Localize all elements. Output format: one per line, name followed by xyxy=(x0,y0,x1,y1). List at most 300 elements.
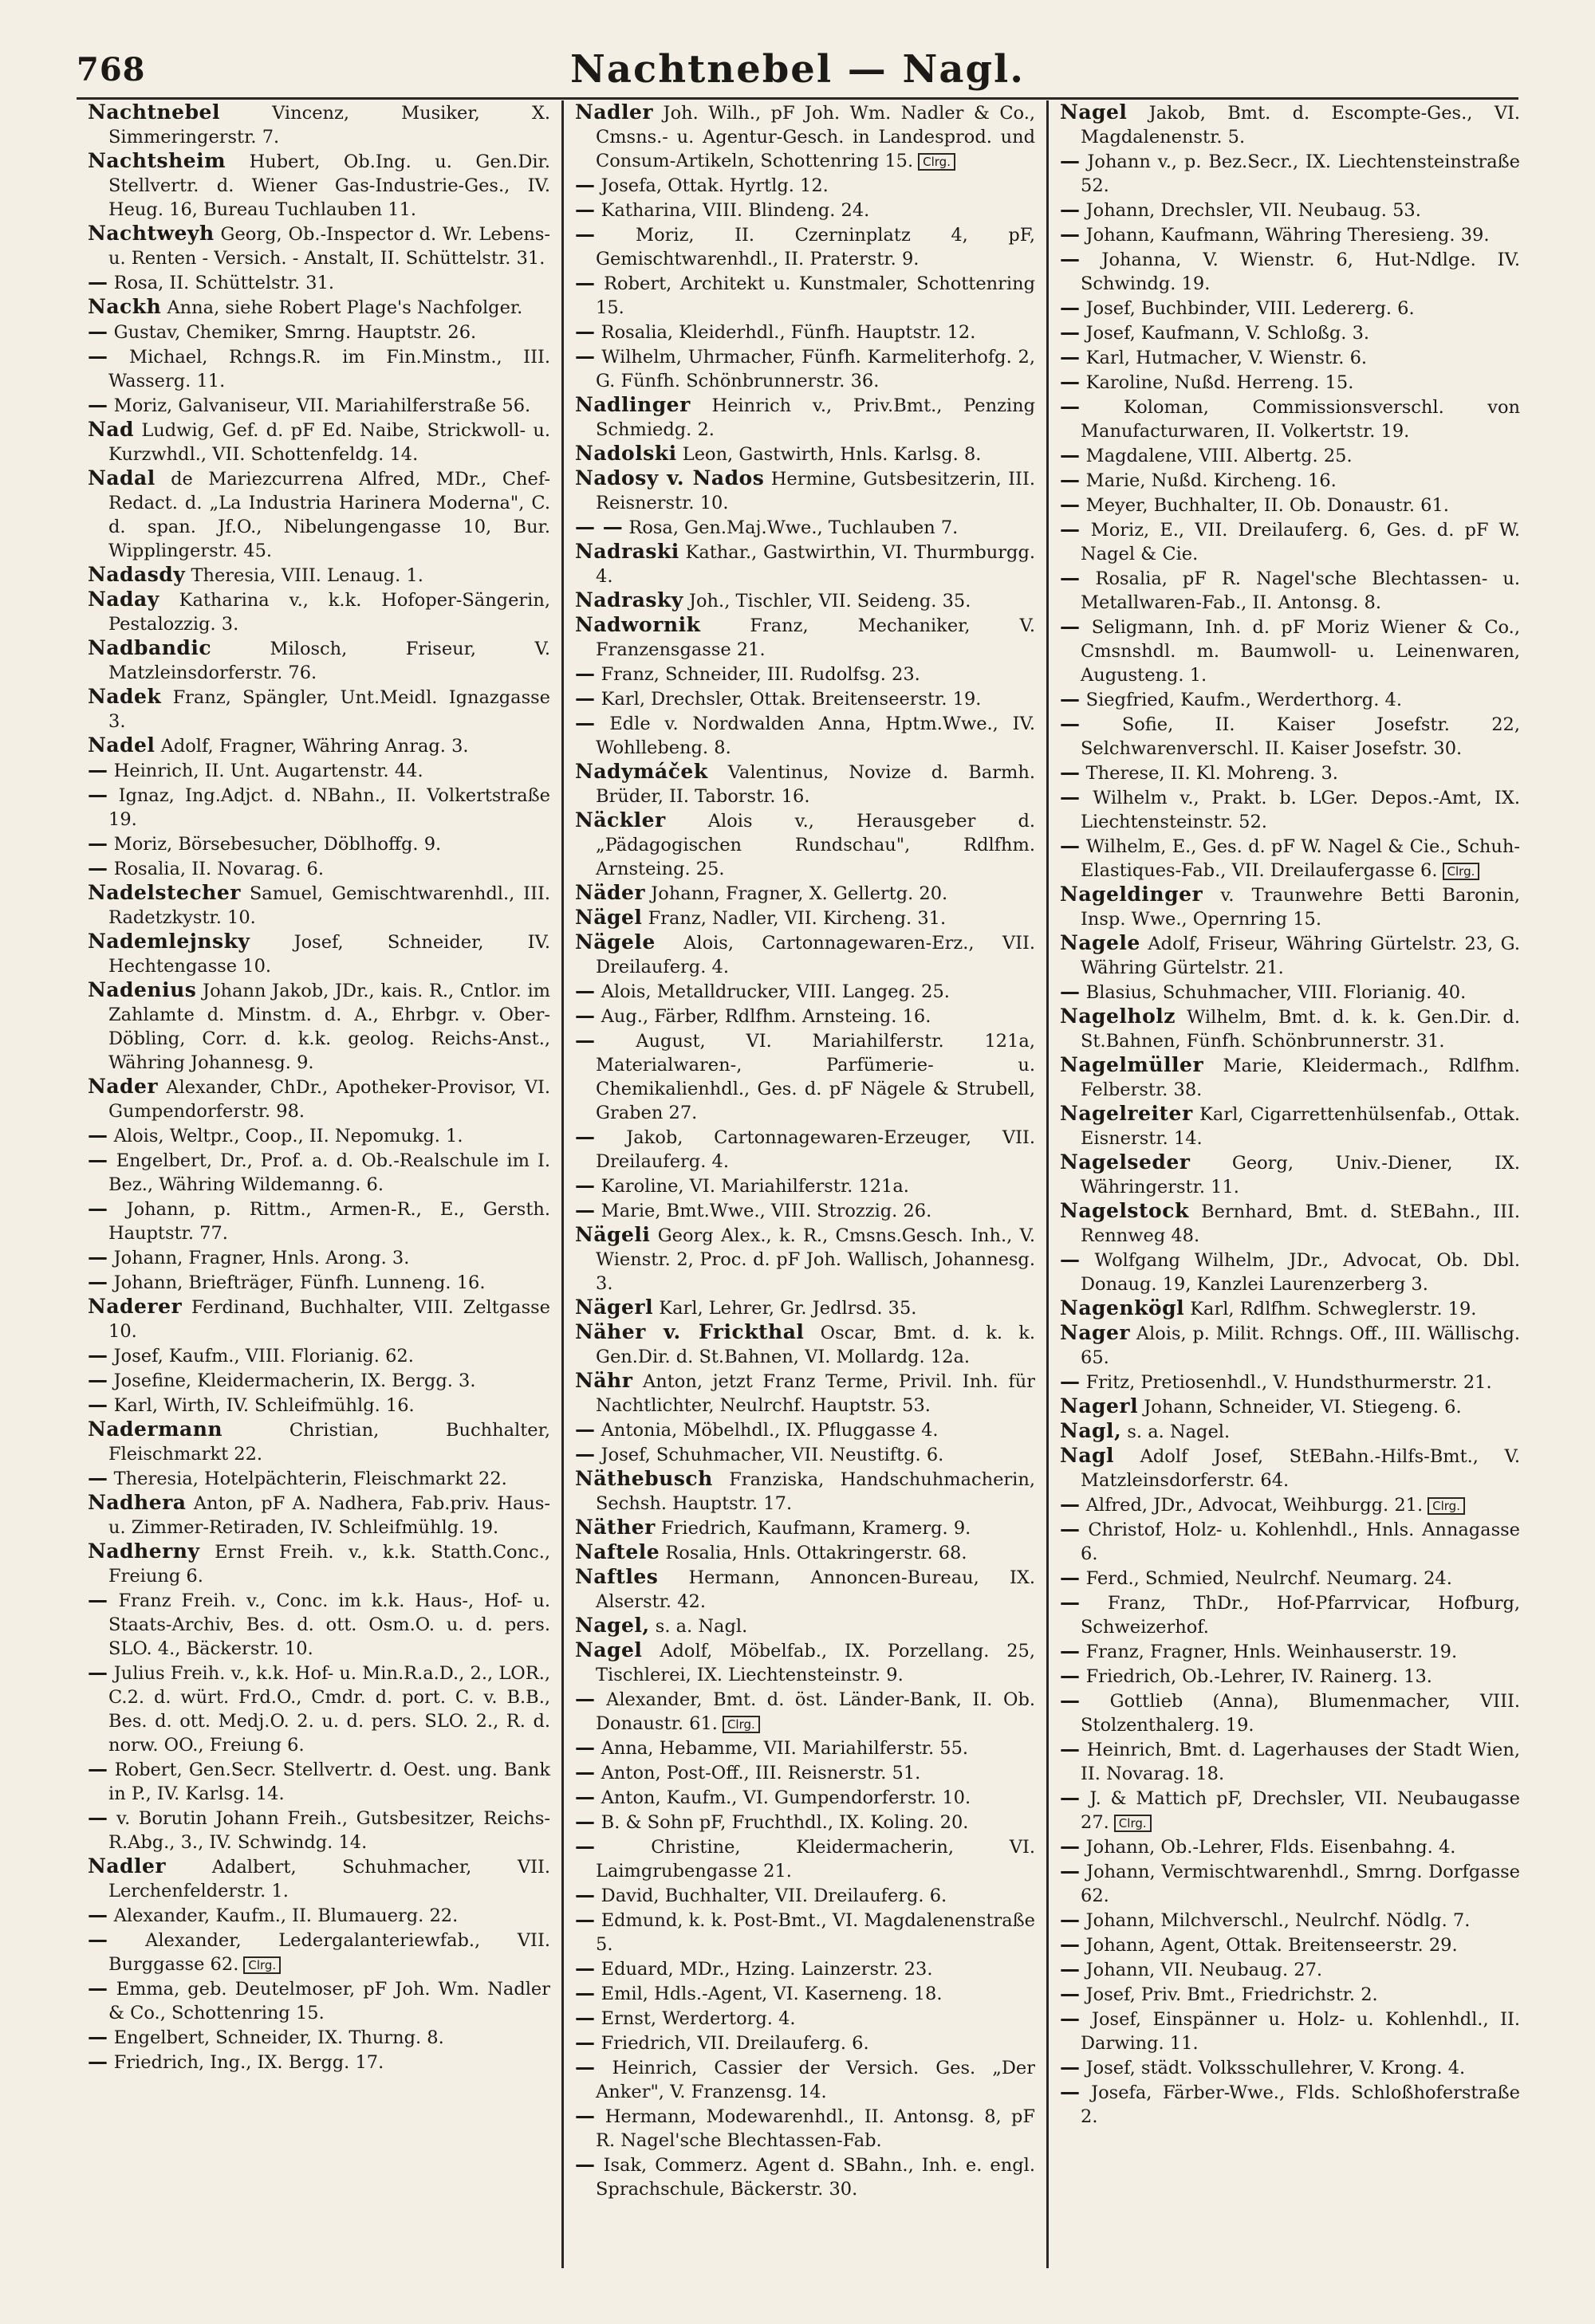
directory-entry xyxy=(1060,1908,1520,1933)
entry-name: Nagele xyxy=(1060,931,1140,954)
entry-text: Heinrich, Bmt. d. Lagerhauses der Stadt Wien, II. Novarag. 18. xyxy=(1081,1740,1520,1784)
entry-text: Johann, Schneider, VI. Stiegeng. 6. xyxy=(1144,1397,1462,1418)
directory-entry xyxy=(575,320,1035,344)
entry-text: s. a. Nagel. xyxy=(1127,1422,1231,1442)
entry-text: Alexander, Bmt. d. öst. Länder-Bank, II. Ob. Donaustr. 61. xyxy=(596,1689,1036,1734)
entry-name: — xyxy=(575,979,596,1002)
entry-text: Oscar, Bmt. d. k. k. Gen.Dir. d. St.Bahnen, VI. Mollardg. 12a. xyxy=(596,1323,1035,1367)
entry-text: Johann Jakob, JDr., kais. R., Cntlor. im Zahlamte d. Minstm. d. A., Ehrbgr. v. Ober-Döbling, Corr. d. k.k. geolog. Reichs-Anst., Währing Johannesg. 9. xyxy=(108,981,550,1073)
directory-entry xyxy=(1060,1933,1520,1957)
entry-name: — xyxy=(88,1928,108,1951)
entry-name: Nagl xyxy=(1060,1444,1115,1467)
entry-text: Johann, Ob.-Lehrer, Flds. Eisenbahng. 4. xyxy=(1085,1837,1456,1858)
entry-name: — xyxy=(88,1976,108,2000)
entry-text: Alois, Weltpr., Coop., II. Nepomukg. 1. xyxy=(113,1126,463,1146)
entry-name: Nachtsheim xyxy=(88,149,226,172)
entry-text: Heinrich, Cassier der Versich. Ges. „Der Anker", V. Franzensg. 14. xyxy=(596,2058,1036,2102)
directory-entry xyxy=(88,1245,550,1270)
entry-name: — xyxy=(88,2050,108,2073)
directory-entry xyxy=(1060,1053,1520,1102)
column-right xyxy=(1046,100,1531,2268)
entry-text: Karl, Wirth, IV. Schleifmühlg. 16. xyxy=(113,1395,415,1416)
entry-text: Josef, Kaufm., VIII. Florianig. 62. xyxy=(113,1346,414,1366)
entry-name: — xyxy=(88,1245,108,1268)
entry-text: Meyer, Buchhalter, II. Ob. Donaustr. 61. xyxy=(1085,495,1449,516)
entry-name: — xyxy=(1060,785,1081,808)
entry-text: Franz, Fragner, Hnls. Weinhauserstr. 19. xyxy=(1085,1642,1458,1662)
directory-entry xyxy=(88,1854,550,1903)
entry-text: Alois, Cartonnagewaren-Erz., VII. Dreilauferg. 4. xyxy=(596,933,1035,977)
entry-text: Rosalia, Kleiderhdl., Fünfh. Hauptstr. 12. xyxy=(601,322,976,343)
entry-name: — xyxy=(575,1834,596,1858)
entry-text: Josefa, Ottak. Hyrtlg. 12. xyxy=(601,175,829,196)
entry-text: Koloman, Commissionsverschl. von Manufacturwaren, II. Volkertstr. 19. xyxy=(1081,397,1520,442)
directory-entry xyxy=(1060,1689,1520,1737)
directory-entry xyxy=(575,1223,1035,1296)
directory-entry xyxy=(575,442,1035,466)
directory-entry xyxy=(575,1442,1035,1467)
entry-name: — xyxy=(1060,687,1081,710)
directory-entry xyxy=(575,662,1035,686)
entry-name: — xyxy=(1060,296,1081,319)
entry-text: Jakob, Cartonnagewaren-Erzeuger, VII. Dreilauferg. 4. xyxy=(596,1127,1035,1172)
entry-text: Leon, Gastwirth, Hnls. Karlsg. 8. xyxy=(682,444,982,465)
page-header xyxy=(77,41,1518,100)
entry-name: Naderer xyxy=(88,1295,183,1318)
entry-name: — xyxy=(1060,1957,1081,1980)
entry-text: Anton, pF A. Nadhera, Fab.priv. Haus- u. Zimmer-Retiraden, IV. Schleifmühlg. 19. xyxy=(108,1493,550,1538)
entry-text: Anton, Post-Off., III. Reisnerstr. 51. xyxy=(601,1763,921,1783)
entry-text: Josefine, Kleidermacherin, IX. Bergg. 3. xyxy=(113,1370,476,1391)
directory-entry xyxy=(88,1148,550,1197)
entry-name: — xyxy=(88,783,108,806)
entry-text: Christine, Kleidermacherin, VI. Laimgrubengasse 21. xyxy=(596,1837,1035,1882)
entry-name: Nachtnebel xyxy=(88,100,220,124)
entry-name: — xyxy=(575,2153,596,2176)
entry-name: Näckler xyxy=(575,808,666,832)
entry-text: s. a. Nagl. xyxy=(655,1616,748,1637)
directory-entry xyxy=(88,1343,550,1368)
entry-name: Nageldinger xyxy=(1060,883,1203,906)
directory-entry xyxy=(88,466,550,563)
directory-columns xyxy=(77,100,1531,2268)
directory-entry xyxy=(88,1757,550,1806)
entry-name: Nagel xyxy=(1060,100,1128,124)
entry-text: Friedrich, Ing., IX. Bergg. 17. xyxy=(113,2052,384,2073)
entry-text: Anton, jetzt Franz Terme, Privil. Inh. für Nachtlichter, Neulrchf. Hauptstr. 53. xyxy=(596,1371,1035,1416)
clearing-stamp: Clrg. xyxy=(1428,1497,1465,1515)
entry-name: — xyxy=(1060,834,1081,857)
entry-name: — xyxy=(1060,395,1081,418)
directory-entry xyxy=(88,222,550,270)
entry-text: Heinrich, II. Unt. Augartenstr. 44. xyxy=(113,761,423,781)
entry-text: Friedrich, Ob.-Lehrer, IV. Rainerg. 13. xyxy=(1085,1666,1432,1687)
directory-entry xyxy=(575,1320,1035,1369)
entry-name: — xyxy=(1060,222,1081,246)
directory-entry xyxy=(575,271,1035,320)
entry-text: Karoline, Nußd. Herreng. 15. xyxy=(1085,372,1354,393)
directory-entry xyxy=(575,198,1035,222)
directory-entry xyxy=(575,1760,1035,1785)
directory-entry xyxy=(575,760,1035,808)
directory-entry xyxy=(575,711,1035,760)
entry-name: — xyxy=(88,1123,108,1146)
entry-text: Valentinus, Novize d. Barmh. Brüder, II. Taborstr. 16. xyxy=(596,762,1035,807)
entry-name: — xyxy=(1060,247,1081,270)
entry-text: Johann, Kaufmann, Währing Theresieng. 39. xyxy=(1085,225,1490,246)
directory-entry xyxy=(1060,1199,1520,1248)
directory-entry xyxy=(88,1540,550,1588)
entry-text: Therese, II. Kl. Mohreng. 3. xyxy=(1085,763,1338,784)
column-middle xyxy=(561,100,1046,2268)
entry-name: — xyxy=(1060,1370,1081,1393)
entry-text: Anna, Hebamme, VII. Mariahilferstr. 55. xyxy=(601,1738,969,1759)
directory-entry xyxy=(88,1661,550,1757)
entry-text: Wilhelm, Bmt. d. k. k. Gen.Dir. d. St.Bahnen, Fünfh. Schönbrunnerstr. 31. xyxy=(1081,1007,1520,1052)
entry-name: Nadek xyxy=(88,685,162,708)
entry-text: Moriz, Galvaniseur, VII. Mariahilferstraße 56. xyxy=(113,395,531,416)
directory-entry xyxy=(1060,468,1520,493)
entry-name: — xyxy=(88,270,108,293)
entry-text: Marie, Bmt.Wwe., VIII. Strozzig. 26. xyxy=(601,1201,932,1221)
entry-name: Nademlejnsky xyxy=(88,930,250,953)
entry-text: Engelbert, Dr., Prof. a. d. Ob.-Realschule im I. Bez., Währing Wildemanng. 6. xyxy=(108,1150,550,1195)
directory-entry xyxy=(88,2025,550,2050)
entry-name: Nagenkögl xyxy=(1060,1296,1185,1319)
entry-text: Josef, städt. Volksschullehrer, V. Krong. 4. xyxy=(1085,2058,1466,2078)
entry-name: — xyxy=(1060,761,1081,784)
directory-entry xyxy=(88,588,550,636)
entry-name: — xyxy=(1060,566,1081,589)
entry-text: v. Borutin Johann Freih., Gutsbesitzer, Reichs-R.Abg., 3., IV. Schwindg. 14. xyxy=(108,1808,550,1853)
entry-text: Wilhelm, Uhrmacher, Fünfh. Karmeliterhofg. 2, G. Fünfh. Schönbrunnerstr. 36. xyxy=(596,347,1035,391)
entry-text: Josefa, Färber-Wwe., Flds. Schloßhoferstraße 2. xyxy=(1081,2082,1520,2127)
directory-entry xyxy=(575,2031,1035,2055)
directory-entry xyxy=(88,783,550,832)
entry-text: Karoline, VI. Mariahilferstr. 121a. xyxy=(601,1176,909,1197)
entry-text: Alexander, Kaufm., II. Blumauerg. 22. xyxy=(113,1905,459,1926)
entry-name: Nadraski xyxy=(575,540,679,563)
entry-text: Ludwig, Gef. d. pF Ed. Naibe, Strickwoll- u. Kurzwhdl., VII. Schottenfeldg. 14. xyxy=(108,420,550,465)
directory-entry xyxy=(1060,1639,1520,1664)
entry-name: — xyxy=(575,1125,596,1148)
directory-entry xyxy=(88,1466,550,1491)
entry-name: Naday xyxy=(88,588,160,611)
entry-name: — xyxy=(575,1174,596,1197)
entry-name: Nagl, xyxy=(1060,1419,1122,1442)
directory-entry xyxy=(575,1467,1035,1516)
entry-name: — xyxy=(1060,149,1081,172)
entry-text: Georg Alex., k. R., Cmsns.Gesch. Inh., V. Wienstr. 2, Proc. d. pF Joh. Wallisch, Johannesg. 3. xyxy=(596,1225,1036,1294)
directory-entry xyxy=(1060,980,1520,1005)
directory-entry xyxy=(1060,2080,1520,2129)
entry-name: — — xyxy=(575,515,624,538)
directory-entry xyxy=(575,1908,1035,1956)
entry-name: — xyxy=(575,1810,596,1833)
directory-entry xyxy=(88,100,550,149)
entry-text: Franz, Nadler, VII. Kircheng. 31. xyxy=(648,908,947,929)
entry-text: Marie, Nußd. Kircheng. 16. xyxy=(1085,470,1337,491)
entry-text: Franz, Spängler, Unt.Meidl. Ignazgasse 3. xyxy=(108,687,550,732)
entry-text: Johann, p. Rittm., Armen-R., E., Gersth. Hauptstr. 77. xyxy=(108,1199,551,1244)
entry-name: Nadel xyxy=(88,733,156,757)
directory-entry xyxy=(88,1806,550,1854)
entry-name: — xyxy=(575,173,596,196)
entry-text: Ignaz, Ing.Adjct. d. NBahn., II. Volkertstraße 19. xyxy=(108,785,550,830)
directory-entry xyxy=(1060,1566,1520,1591)
entry-text: Johann, Briefträger, Fünfh. Lunneng. 16. xyxy=(113,1272,486,1293)
entry-name: Nadasdy xyxy=(88,563,186,586)
entry-name: — xyxy=(1060,320,1081,344)
column-left xyxy=(77,100,561,2268)
directory-entry xyxy=(1060,222,1520,247)
directory-entry xyxy=(575,1565,1035,1614)
entry-text: Alois, Metalldrucker, VIII. Langeg. 25. xyxy=(601,981,950,1002)
entry-name: Nadbandic xyxy=(88,636,212,659)
directory-entry xyxy=(88,1197,550,1245)
entry-text: Isak, Commerz. Agent d. SBahn., Inh. e. engl. Sprachschule, Bäckerstr. 30. xyxy=(596,2155,1035,2200)
entry-text: Josef, Einspänner u. Holz- u. Kohlenhdl., II. Darwing. 11. xyxy=(1081,2009,1520,2054)
entry-text: Alexander, ChDr., Apotheker-Provisor, VI. Gumpendorferstr. 98. xyxy=(108,1077,550,1122)
entry-name: — xyxy=(1060,1492,1081,1516)
entry-name: — xyxy=(1060,1786,1081,1809)
directory-entry xyxy=(88,149,550,222)
entry-text: Alexander, Ledergalanteriewfab., VII. Burggasse 62. xyxy=(108,1930,550,1975)
directory-entry xyxy=(1060,1786,1520,1834)
directory-entry xyxy=(575,466,1035,515)
entry-name: — xyxy=(88,344,108,368)
entry-name: — xyxy=(1060,980,1081,1003)
entry-name: — xyxy=(575,2104,596,2127)
directory-entry xyxy=(88,393,550,418)
entry-text: Joh. Wilh., pF Joh. Wm. Nadler & Co., Cmsns.- u. Agentur-Gesch. in Landesprod. und Consum-Artikeln, Schottenring 15. xyxy=(596,103,1036,171)
entry-text: Franziska, Handschuhmacherin, Sechsh. Hauptstr. 17. xyxy=(596,1469,1035,1514)
entry-name: — xyxy=(88,1148,108,1171)
directory-entry xyxy=(1060,1834,1520,1859)
entry-name: Nad xyxy=(88,418,135,441)
entry-text: Wilhelm, E., Ges. d. pF W. Nagel & Cie., Schuh-Elastiques-Fab., VII. Dreilaufergasse 6. xyxy=(1081,836,1520,881)
directory-entry xyxy=(1060,615,1520,687)
entry-name: — xyxy=(88,1197,108,1220)
entry-name: — xyxy=(88,1270,108,1293)
entry-text: Engelbert, Schneider, IX. Thurng. 8. xyxy=(113,2027,444,2048)
entry-name: Nadenius xyxy=(88,978,197,1001)
entry-text: Rosalia, II. Novarag. 6. xyxy=(113,859,324,879)
clearing-stamp: Clrg. xyxy=(243,1956,281,1974)
clearing-stamp: Clrg. xyxy=(723,1716,760,1733)
entry-name: — xyxy=(575,1198,596,1221)
clearing-stamp: Clrg. xyxy=(1443,863,1480,880)
entry-name: — xyxy=(575,711,596,734)
directory-entry xyxy=(575,1516,1035,1540)
directory-entry xyxy=(1060,1370,1520,1394)
entry-name: — xyxy=(88,320,108,343)
entry-text: Jakob, Bmt. d. Escompte-Ges., VI. Magdalenenstr. 5. xyxy=(1081,103,1520,147)
entry-name: Nagel xyxy=(575,1638,643,1661)
directory-entry xyxy=(1060,687,1520,712)
entry-text: Franz, Schneider, III. Rudolfsg. 23. xyxy=(601,664,920,685)
entry-name: — xyxy=(88,1466,108,1489)
entry-name: Nagelseder xyxy=(1060,1150,1191,1174)
entry-name: Näthebusch xyxy=(575,1467,713,1490)
clearing-stamp: Clrg. xyxy=(1114,1815,1152,1832)
entry-name: — xyxy=(88,856,108,879)
entry-name: — xyxy=(1060,1639,1081,1662)
entry-text: Moriz, E., VII. Dreilauferg. 6, Ges. d. pF W. Nagel & Cie. xyxy=(1081,520,1520,564)
directory-entry xyxy=(88,881,550,930)
directory-entry xyxy=(1060,566,1520,615)
entry-text: Theresia, VIII. Lenaug. 1. xyxy=(191,565,423,586)
directory-entry xyxy=(575,588,1035,613)
entry-text: Edle v. Nordwalden Anna, Hptm.Wwe., IV. Wohllebeng. 8. xyxy=(596,714,1035,758)
entry-name: — xyxy=(1060,1859,1081,1882)
entry-text: Anton, Kaufm., VI. Gumpendorferstr. 10. xyxy=(601,1787,971,1808)
directory-entry xyxy=(1060,149,1520,198)
entry-text: Franz, ThDr., Hof-Pfarrvicar, Hofburg, Schweizerhof. xyxy=(1081,1593,1521,1638)
entry-text: Marie, Kleidermach., Rdlfhm. Felberstr. 38. xyxy=(1081,1056,1520,1100)
directory-entry xyxy=(1060,1005,1520,1053)
entry-name: Näder xyxy=(575,881,646,904)
entry-name: — xyxy=(1060,1982,1081,2005)
entry-text: Heinrich v., Priv.Bmt., Penzing Schmiedg. 2. xyxy=(596,395,1035,440)
entry-name: — xyxy=(575,198,596,221)
directory-entry xyxy=(1060,1248,1520,1296)
entry-name: — xyxy=(1060,1566,1081,1589)
entry-text: Gottlieb (Anna), Blumenmacher, VIII. Stolzenthalerg. 19. xyxy=(1081,1691,1521,1736)
directory-entry xyxy=(1060,100,1520,149)
directory-entry xyxy=(575,2104,1035,2153)
directory-entry xyxy=(88,1075,550,1123)
directory-entry xyxy=(88,418,550,466)
running-head: Nachtnebel — Nagl. xyxy=(570,47,1025,92)
directory-entry xyxy=(575,344,1035,393)
entry-name: — xyxy=(575,1956,596,1980)
directory-entry xyxy=(575,173,1035,198)
entry-text: Antonia, Möbelhdl., IX. Pfluggasse 4. xyxy=(601,1420,939,1441)
entry-text: Hubert, Ob.Ing. u. Gen.Dir. Stellvertr. d. Wiener Gas-Industrie-Ges., IV. Heug. 16, Bureau Tuchlauben 11. xyxy=(108,151,550,220)
entry-name: — xyxy=(575,271,596,294)
entry-name: Naftele xyxy=(575,1540,660,1563)
entry-name: — xyxy=(575,1004,596,1027)
entry-name: — xyxy=(575,1883,596,1906)
entry-name: — xyxy=(88,1903,108,1926)
entry-name: — xyxy=(575,1785,596,1808)
entry-text: Hermann, Annoncen-Bureau, IX. Alserstr. 42. xyxy=(596,1567,1036,1612)
entry-text: Christof, Holz- u. Kohlenhdl., Hnls. Annagasse 6. xyxy=(1081,1520,1520,1564)
entry-text: Anna, siehe Robert Plage's Nachfolger. xyxy=(167,297,523,318)
entry-text: Georg, Ob.-Inspector d. Wr. Lebens- u. Renten - Versich. - Anstalt, II. Schüttelstr. 31. xyxy=(108,224,550,269)
directory-entry xyxy=(575,222,1035,271)
directory-entry xyxy=(88,2050,550,2074)
entry-name: Näher v. Frickthal xyxy=(575,1320,805,1343)
entry-name: — xyxy=(575,222,596,246)
directory-entry xyxy=(575,1004,1035,1028)
directory-entry xyxy=(1060,785,1520,834)
entry-name: — xyxy=(575,344,596,368)
directory-entry xyxy=(1060,1321,1520,1370)
entry-text: Moriz, Börsebesucher, Döblhoffg. 9. xyxy=(113,834,442,855)
directory-entry xyxy=(88,270,550,295)
entry-name: Nagelholz xyxy=(1060,1005,1176,1028)
entry-text: Johann, VII. Neubaug. 27. xyxy=(1085,1960,1323,1980)
entry-name: Nader xyxy=(88,1075,159,1098)
entry-text: Milosch, Friseur, V. Matzleinsdorferstr. 76. xyxy=(108,639,550,683)
directory-entry xyxy=(88,733,550,758)
directory-entry xyxy=(575,930,1035,979)
directory-entry xyxy=(575,1981,1035,2006)
directory-entry xyxy=(1060,1150,1520,1199)
directory-entry xyxy=(88,1295,550,1343)
directory-entry xyxy=(1060,517,1520,566)
directory-entry xyxy=(575,1198,1035,1223)
entry-text: Johann, Drechsler, VII. Neubaug. 53. xyxy=(1085,200,1421,221)
directory-entry xyxy=(1060,370,1520,395)
entry-name: — xyxy=(88,1757,108,1780)
directory-entry xyxy=(1060,1982,1520,2007)
directory-entry xyxy=(88,1393,550,1418)
entry-text: Johann, Vermischtwarenhdl., Smrng. Dorfgasse 62. xyxy=(1081,1862,1520,1906)
entry-name: Nagelstock xyxy=(1060,1199,1189,1222)
entry-name: — xyxy=(1060,2080,1081,2103)
entry-name: — xyxy=(575,320,596,343)
directory-entry xyxy=(575,1785,1035,1810)
entry-name: — xyxy=(88,1368,108,1391)
directory-entry xyxy=(575,1125,1035,1174)
entry-name: — xyxy=(1060,1933,1081,1956)
entry-text: Josef, Kaufmann, V. Schloßg. 3. xyxy=(1085,323,1370,344)
entry-name: Nähr xyxy=(575,1369,633,1392)
directory-entry xyxy=(575,1614,1035,1638)
directory-entry xyxy=(1060,296,1520,320)
entry-text: Georg, Univ.-Diener, IX. Währingerstr. 11. xyxy=(1081,1153,1520,1197)
directory-entry xyxy=(88,563,550,588)
entry-text: Moriz, II. Czerninplatz 4, pF, Gemischtwarenhdl., II. Praterstr. 9. xyxy=(596,225,1036,269)
entry-text: Ernst Freih. v., k.k. Statth.Conc., Freiung 6. xyxy=(108,1542,550,1587)
entry-text: Karl, Drechsler, Ottak. Breitenseerstr. 19. xyxy=(601,689,982,710)
entry-name: Nagerl xyxy=(1060,1394,1139,1418)
directory-entry xyxy=(1060,883,1520,931)
entry-name: — xyxy=(575,1981,596,2004)
entry-name: — xyxy=(1060,2055,1081,2078)
directory-entry xyxy=(1060,1444,1520,1492)
entry-text: Johann, Agent, Ottak. Breitenseerstr. 29. xyxy=(1085,1935,1458,1956)
entry-name: Nadosy v. Nados xyxy=(575,466,765,490)
entry-text: Karl, Hutmacher, V. Wienstr. 6. xyxy=(1085,348,1368,368)
entry-text: Siegfried, Kaufm., Werderthorg. 4. xyxy=(1085,690,1402,710)
entry-name: — xyxy=(575,1442,596,1465)
entry-text: Bernhard, Bmt. d. StEBahn., III. Rennweg 48. xyxy=(1081,1201,1520,1246)
directory-entry xyxy=(575,1540,1035,1565)
entry-name: — xyxy=(1060,1591,1081,1614)
entry-text: Johann v., p. Bez.Secr., IX. Liechtensteinstraße 52. xyxy=(1081,151,1520,196)
directory-entry xyxy=(575,1956,1035,1981)
directory-entry xyxy=(575,1736,1035,1760)
entry-name: Nagelmüller xyxy=(1060,1053,1204,1076)
entry-text: Julius Freih. v., k.k. Hof- u. Min.R.a.D., 2., LOR., C.2. d. würt. Frd.O., Cmdr. d. port. C. v. B.B., Bes. d. ott. Medj.O. 2. u. d. pers. SLO. 2., R. d. norw. OO., Freiung 6. xyxy=(108,1663,551,1756)
directory-entry xyxy=(88,978,550,1075)
entry-name: — xyxy=(1060,1908,1081,1931)
directory-entry xyxy=(1060,1419,1520,1444)
entry-text: Joh., Tischler, VII. Seideng. 35. xyxy=(688,591,971,611)
directory-entry xyxy=(1060,320,1520,345)
directory-entry xyxy=(575,1638,1035,1687)
entry-text: Eduard, MDr., Hzing. Lainzerstr. 23. xyxy=(601,1959,933,1980)
entry-name: — xyxy=(575,1908,596,1931)
directory-entry xyxy=(575,1418,1035,1442)
entry-text: Josef, Buchbinder, VIII. Ledererg. 6. xyxy=(1085,298,1415,319)
directory-entry xyxy=(1060,1957,1520,1982)
entry-text: Hermann, Modewarenhdl., II. Antonsg. 8, pF R. Nagel'sche Blechtassen-Fab. xyxy=(596,2106,1035,2151)
